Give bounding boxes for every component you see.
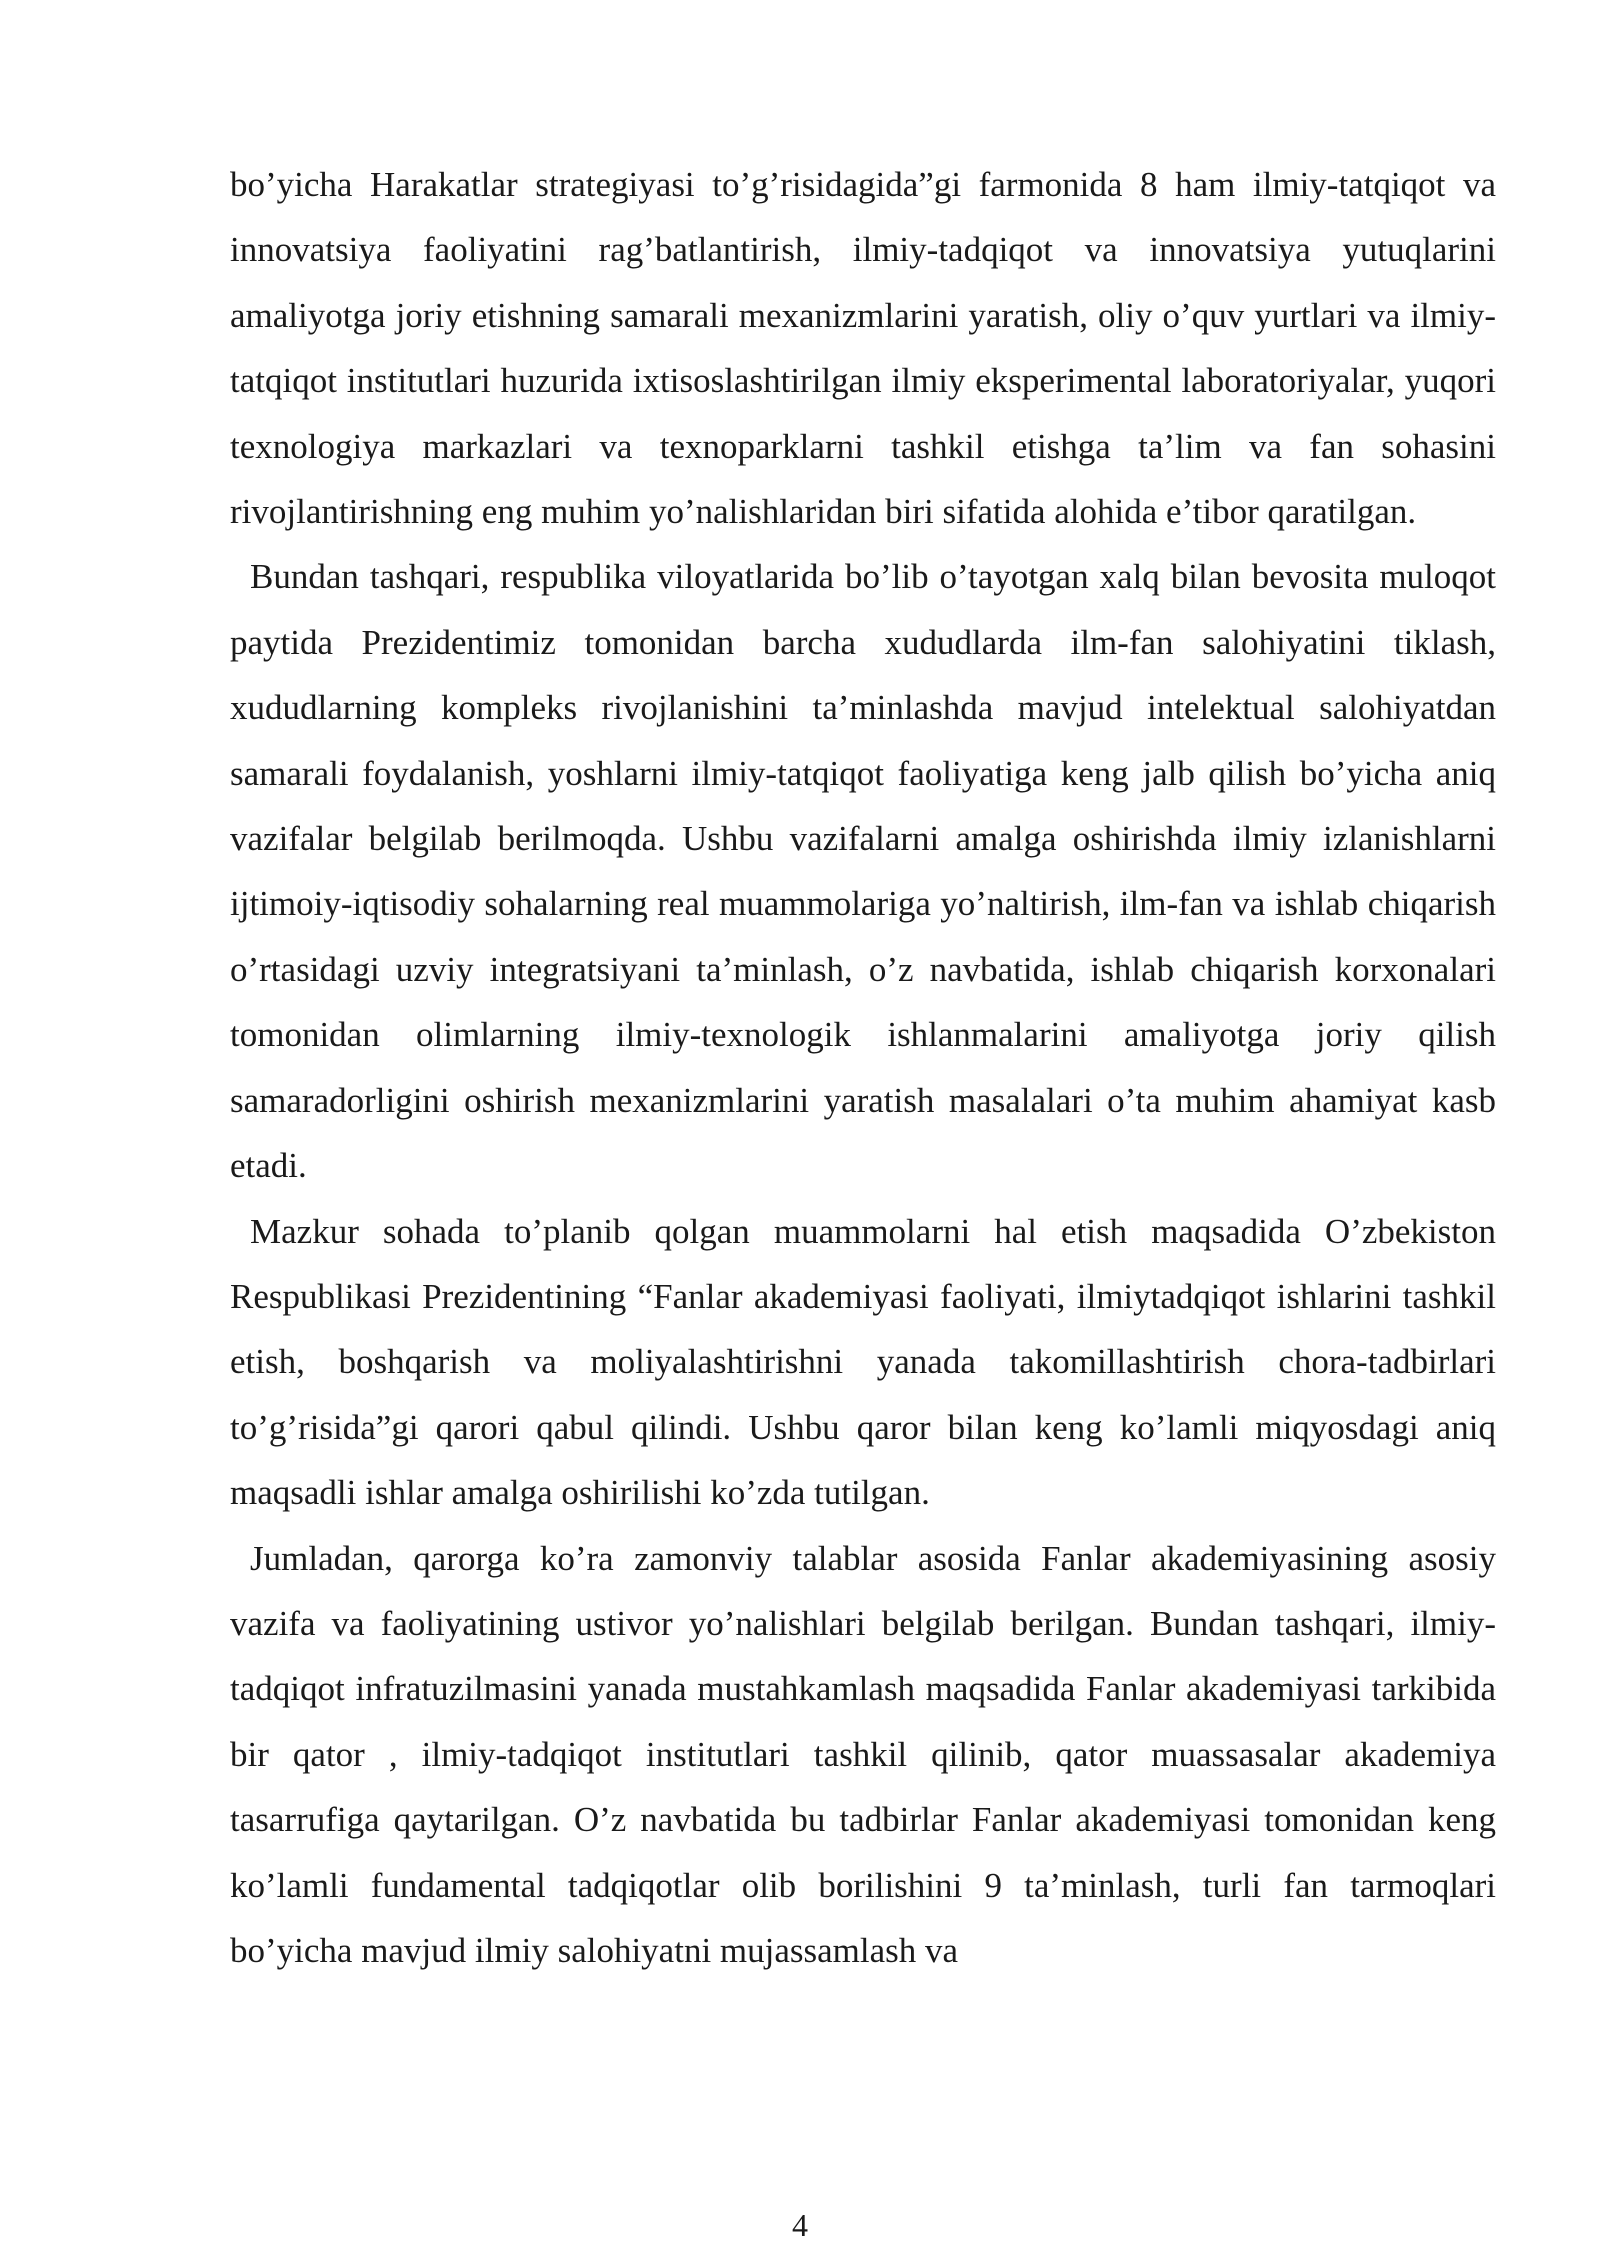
paragraph: Jumladan, qarorga ko’ra zamonviy talablar asosida Fanlar akademiyasining asosiy vazifa va faoliyatining ustivor yo’nalishlari belgilab berilgan. Bundan tashqari, ilmiy-tadqiqot infratuzilmasini yanada mustahkamlash maqsadida Fanlar akademiyasi tarkibida bir qator , ilmiy-tadqiqot institutlari tashkil qilinib, qator muassasalar akademiya tasarrufiga qaytarilgan. O’z navbatida bu tadbirlar Fanlar akademiyasi tomonidan keng ko’lamli fundamental tadqiqotlar olib borilishini 9 ta’minlash, turli fan tarmoqlari bo’yicha mavjud ilmiy salohiyatni mujassamlash va xyxy=(230,1538,1496,1970)
paragraph: Mazkur sohada to’planib qolgan muammolarni hal etish maqsadida O’zbekiston Respublikasi Prezidentining “Fanlar akademiyasi faoliyati, ilmiytadqiqot ishlarini tashkil etish, boshqarish va moliyalashtirishni yanada takomillashtirish chora-tadbirlari to’g’risida”gi qarori qabul qilindi. Ushbu qaror bilan keng ko’lamli miqyosdagi aniq maqsadli ishlar amalga oshirilishi ko’zda tutilgan. xyxy=(230,1211,1496,1513)
body-text xyxy=(230,152,1496,1983)
paragraph: bo’yicha Harakatlar strategiyasi to’g’risidagida”gi farmonida 8 ham ilmiy-tatqiqot va innovatsiya faoliyatini rag’batlantirish, ilmiy-tadqiqot va innovatsiya yutuqlarini amaliyotga joriy etishning samarali mexanizmlarini yaratish, oliy o’quv yurtlari va ilmiy-tatqiqot institutlari huzurida ixtisoslashtirilgan ilmiy eksperimental laboratoriyalar, yuqori texnologiya markazlari va texnoparklarni tashkil etishga ta’lim va fan sohasini rivojlantirishning eng muhim yo’nalishlaridan biri sifatida alohida e’tibor qaratilgan. xyxy=(230,165,1496,532)
page-number: 4 xyxy=(792,2207,808,2243)
paragraph: Bundan tashqari, respublika viloyatlarida bo’lib o’tayotgan xalq bilan bevosita muloqot paytida Prezidentimiz tomonidan barcha xududlarda ilm-fan salohiyatini tiklash, xududlarning kompleks rivojlanishini ta’minlashda mavjud intelektual salohiyatdan samarali foydalanish, yoshlarni ilmiy-tatqiqot faoliyatiga keng jalb qilish bo’yicha aniq vazifalar belgilab berilmoqda. Ushbu vazifalarni amalga oshirishda ilmiy izlanishlarni ijtimoiy-iqtisodiy sohalarning real muammolariga yo’naltirish, ilm-fan va ishlab chiqarish o’rtasidagi uzviy integratsiyani ta’minlash, o’z navbatida, ishlab chiqarish korxonalari tomonidan olimlarning ilmiy-texnologik ishlanmalarini amaliyotga joriy qilish samaradorligini oshirish mexanizmlarini yaratish masalalari o’ta muhim ahamiyat kasb etadi. xyxy=(230,557,1496,1186)
